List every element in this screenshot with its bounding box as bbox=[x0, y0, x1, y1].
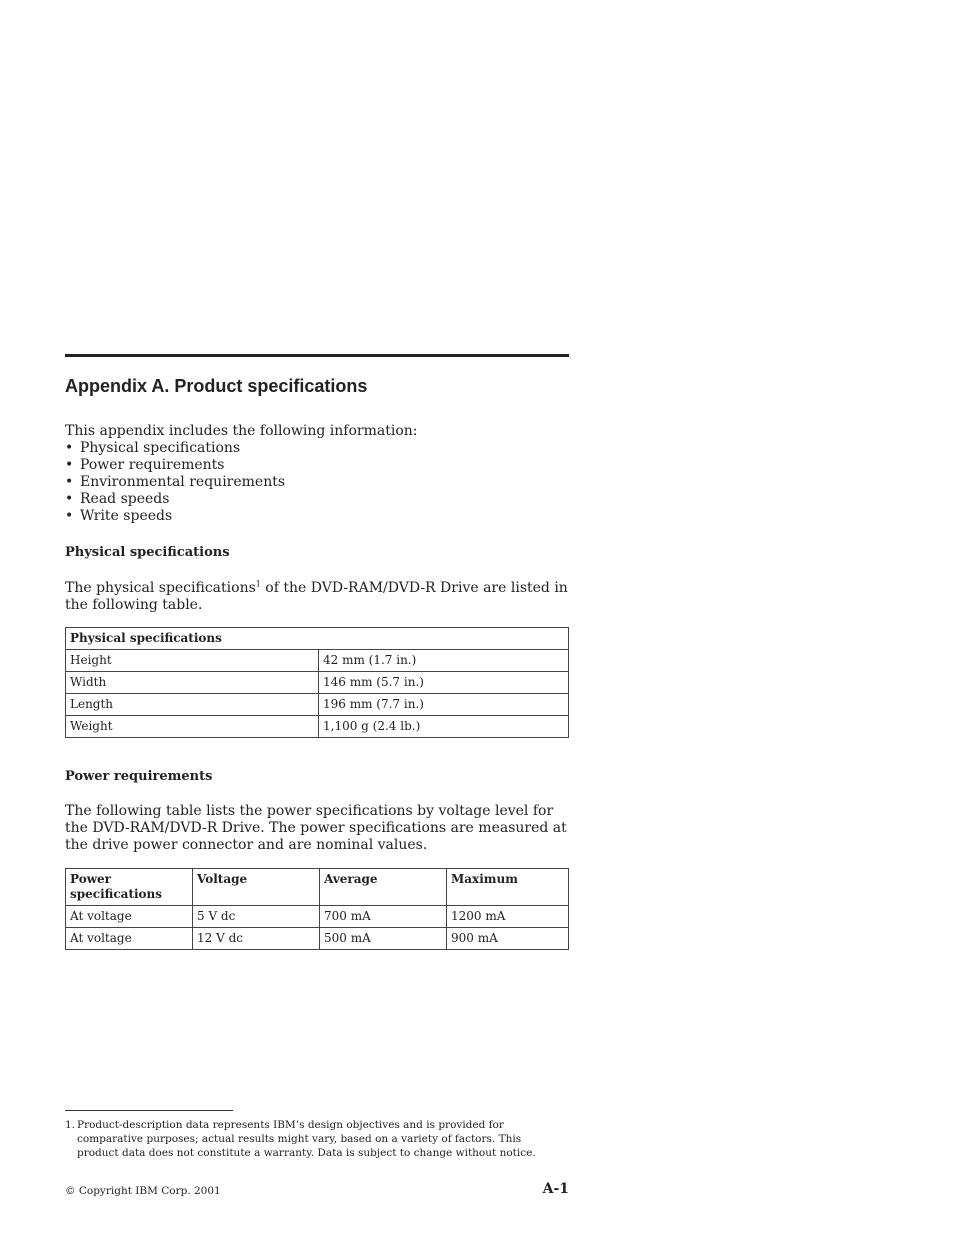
bullet-icon: • bbox=[65, 457, 74, 473]
table-cell: At voltage bbox=[66, 906, 193, 928]
footnote-text: Product-description data represents IBM’s design objectives and is provided for comparative purposes; actual results might vary, based on a variety of factors. This product data does not constitute a warranty. Data is subject to change without notice. bbox=[77, 1119, 536, 1159]
table-row bbox=[66, 672, 569, 694]
column-header: Power specifications bbox=[66, 869, 193, 906]
spec-label: Height bbox=[66, 650, 319, 672]
table-cell: At voltage bbox=[66, 928, 193, 950]
table-row bbox=[66, 906, 569, 928]
intro-section bbox=[65, 423, 569, 525]
list-item: • Environmental requirements bbox=[65, 474, 286, 490]
physical-specs-heading: Physical specifications bbox=[65, 545, 230, 560]
spec-value: 196 mm (7.7 in.) bbox=[319, 694, 569, 716]
column-header: Average bbox=[320, 869, 447, 906]
bullet-icon: • bbox=[65, 491, 74, 507]
bullet-icon: • bbox=[65, 508, 74, 524]
list-item: • Power requirements bbox=[65, 457, 225, 473]
copyright: © Copyright IBM Corp. 2001 bbox=[65, 1185, 221, 1197]
power-requirements-paragraph: The following table lists the power specifications by voltage level for the DVD-RAM/DVD-R Drive. The power specifications are measured at the drive power connector and are nominal values. bbox=[65, 803, 567, 853]
table-cell: 1200 mA bbox=[447, 906, 569, 928]
bullet-icon: • bbox=[65, 474, 74, 490]
column-header: Voltage bbox=[193, 869, 320, 906]
table-cell: 500 mA bbox=[320, 928, 447, 950]
physical-specs-table bbox=[65, 627, 569, 738]
power-specs-table bbox=[65, 868, 569, 950]
intro-text: This appendix includes the following information: bbox=[65, 423, 418, 439]
footnote-ref: 1 bbox=[255, 579, 261, 589]
list-item: • Write speeds bbox=[65, 508, 173, 524]
title-rule bbox=[65, 354, 569, 357]
table-header-row bbox=[66, 628, 569, 650]
table-row bbox=[66, 928, 569, 950]
list-item: • Physical specifications bbox=[65, 440, 241, 456]
column-header: Maximum bbox=[447, 869, 569, 906]
physical-specs-paragraph: The physical specifications$^1$ of the DVD-RAM/DVD-R Drive are listed in the following table. bbox=[65, 579, 568, 613]
spec-value: 146 mm (5.7 in.) bbox=[319, 672, 569, 694]
spec-value: 42 mm (1.7 in.) bbox=[319, 650, 569, 672]
footnote bbox=[65, 1118, 545, 1160]
spec-label: Weight bbox=[66, 716, 319, 738]
topic-list bbox=[65, 440, 569, 525]
footnote-rule bbox=[65, 1110, 233, 1111]
page-number: A-1 bbox=[542, 1181, 569, 1197]
table-row bbox=[66, 650, 569, 672]
spec-label: Width bbox=[66, 672, 319, 694]
table-header-row bbox=[66, 869, 569, 906]
power-requirements-heading: Power requirements bbox=[65, 769, 213, 784]
table-cell: 900 mA bbox=[447, 928, 569, 950]
page-title: Appendix A. Product specifications bbox=[65, 376, 368, 396]
table-row bbox=[66, 716, 569, 738]
table-header: Physical specifications bbox=[66, 628, 569, 650]
bullet-icon: • bbox=[65, 440, 74, 456]
table-cell: 12 V dc bbox=[193, 928, 320, 950]
table-row bbox=[66, 694, 569, 716]
table-cell: 700 mA bbox=[320, 906, 447, 928]
spec-value: 1,100 g (2.4 lb.) bbox=[319, 716, 569, 738]
spec-label: Length bbox=[66, 694, 319, 716]
list-item: • Read speeds bbox=[65, 491, 170, 507]
table-cell: 5 V dc bbox=[193, 906, 320, 928]
footnote-number: 1. bbox=[65, 1119, 76, 1131]
